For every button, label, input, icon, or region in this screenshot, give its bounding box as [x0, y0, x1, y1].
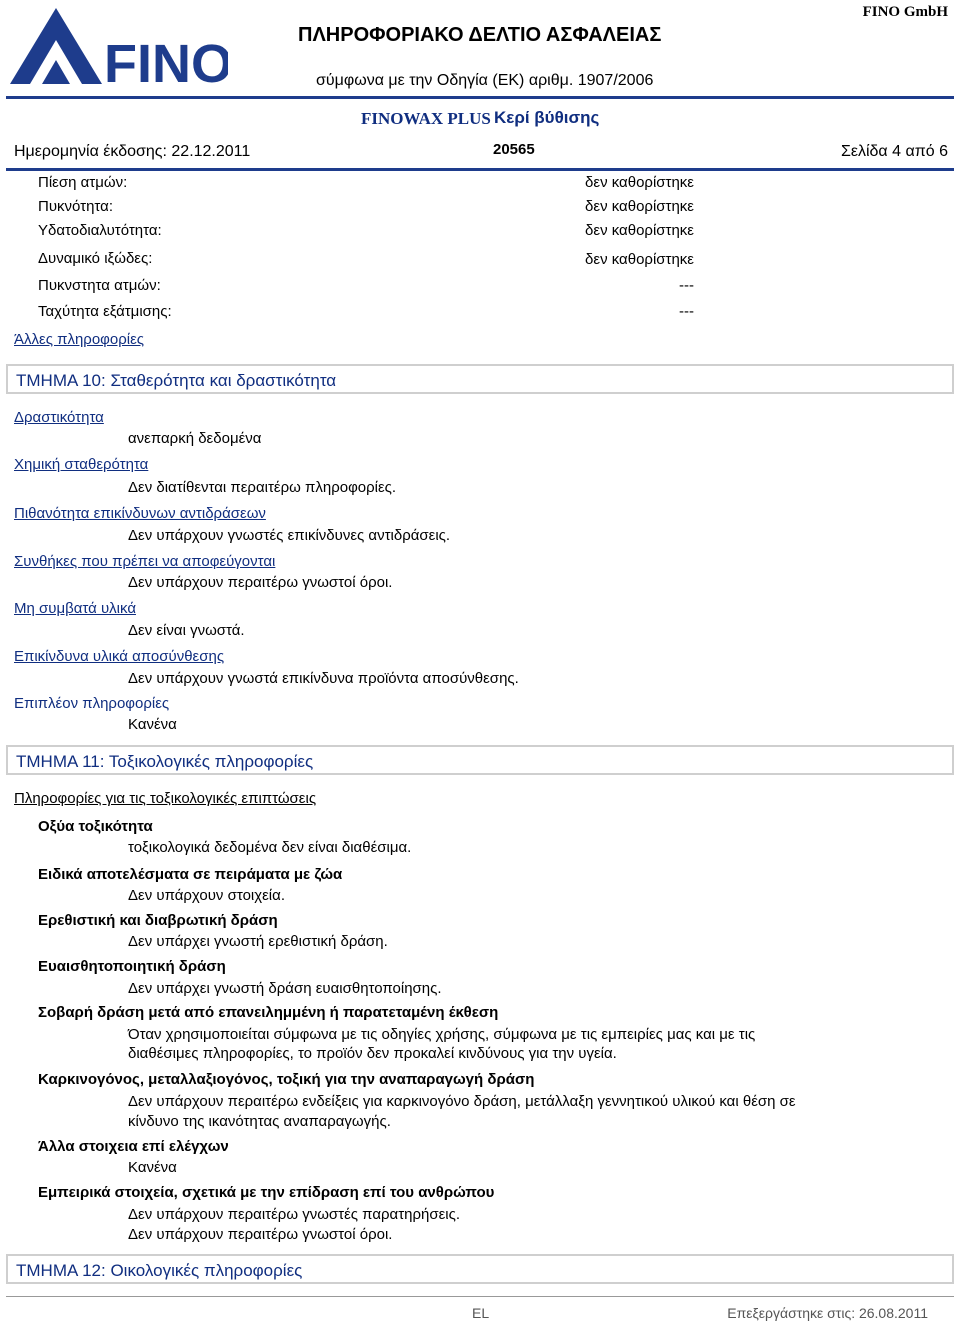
property-label: Ταχύτητα εξάτμισης:: [38, 303, 172, 320]
sensitization-heading: Ευαισθητοποιητική δράση: [38, 958, 226, 975]
reactivity-text: ανεπαρκή δεδομένα: [128, 430, 262, 447]
hazardous-reactions-heading: Πιθανότητα επικίνδυνων αντιδράσεων: [14, 505, 266, 522]
acute-toxicity-heading: Οξύα τοξικότητα: [38, 818, 153, 835]
animal-tests-heading: Ειδικά αποτελέσματα σε πειράματα με ζώα: [38, 866, 343, 883]
conditions-to-avoid-text: Δεν υπάρχουν περαιτέρω γνωστοί όροι.: [128, 574, 393, 591]
decomposition-products-heading: Επικίνδυνα υλικά αποσύνθεσης: [14, 648, 225, 665]
section-10-header: [6, 364, 954, 394]
human-experience-heading: Εμπειρικά στοιχεία, σχετικά με την επίδραση επί του ανθρώπου: [38, 1184, 495, 1201]
reactivity-heading: Δραστικότητα: [14, 409, 104, 426]
human-experience-text-line-2: Δεν υπάρχουν περαιτέρω γνωστοί όροι.: [128, 1226, 393, 1243]
animal-tests-text: Δεν υπάρχουν στοιχεία.: [128, 887, 285, 904]
header-divider-bottom: [6, 168, 954, 171]
human-experience-text-line-1: Δεν υπάρχουν περαιτέρω γνωστές παρατηρήσεις.: [128, 1206, 461, 1223]
cmr-heading: Καρκινογόνος, μεταλλαξιογόνος, τοξική για την αναπαραγωγή δράση: [38, 1071, 535, 1088]
issue-date: Ημερομηνία έκδοσης: 22.12.2011: [14, 143, 251, 160]
section-12-header: [6, 1254, 954, 1284]
additional-info-text: Κανένα: [128, 716, 177, 733]
footer-language: EL: [472, 1305, 490, 1321]
cmr-text-line-2: κίνδυνο της ικανότητας αναπαραγωγής.: [128, 1113, 391, 1130]
property-value: δεν καθορίστηκε: [585, 251, 694, 268]
property-value: δεν καθορίστηκε: [585, 222, 694, 239]
incompatible-materials-heading: Μη συμβατά υλικά: [14, 600, 136, 617]
chemical-stability-heading: Χημική σταθερότητα: [14, 456, 149, 473]
other-info-heading: Άλλες πληροφορίες: [14, 331, 145, 348]
property-label: Πίεση ατμών:: [38, 174, 128, 191]
conditions-to-avoid-heading: Συνθήκες που πρέπει να αποφεύγονται: [14, 553, 276, 570]
toxicological-effects-heading: Πληροφορίες για τις τοξικολογικές επιπτώσεις: [14, 790, 317, 807]
property-label: Δυναμικό ιξώδες:: [38, 250, 153, 267]
footer-divider: [6, 1296, 954, 1297]
logo-text: FINO: [104, 34, 228, 88]
repeated-exposure-heading: Σοβαρή δράση μετά από επανειλημμένη ή παρατεταμένη έκθεση: [38, 1004, 499, 1021]
decomposition-products-text: Δεν υπάρχουν γνωστά επικίνδυνα προϊόντα αποσύνθεσης.: [128, 670, 519, 687]
hazardous-reactions-text: Δεν υπάρχουν γνωστές επικίνδυνες αντιδράσεις.: [128, 527, 451, 544]
property-value: ---: [679, 277, 694, 294]
additional-info-heading: Επιπλέον πληροφορίες: [14, 695, 170, 712]
section-11-title: ΤΜΗΜΑ 11: Τοξικολογικές πληροφορίες: [16, 752, 314, 771]
product-name: Κερί βύθισης: [494, 108, 600, 127]
page-number: Σελίδα 4 από 6: [840, 143, 948, 160]
section-10-title: ΤΜΗΜΑ 10: Σταθερότητα και δραστικότητα: [16, 371, 337, 390]
property-value: δεν καθορίστηκε: [585, 174, 694, 191]
product-brand: FINOWAX PLUS: [361, 109, 491, 128]
chemical-stability-text: Δεν διατίθενται περαιτέρω πληροφορίες.: [128, 479, 397, 496]
other-tests-text: Κανένα: [128, 1159, 177, 1176]
section-12-title: ΤΜΗΜΑ 12: Οικολογικές πληροφορίες: [16, 1261, 303, 1280]
irritation-text: Δεν υπάρχει γνωστή ερεθιστική δράση.: [128, 933, 388, 950]
cmr-text-line-1: Δεν υπάρχουν περαιτέρω ενδείξεις για καρκινογόνο δράση, μετάλλαξη γεννητικού υλικού και θέση σε: [128, 1093, 796, 1110]
property-value: δεν καθορίστηκε: [585, 198, 694, 215]
property-label: Πυκνότητα:: [38, 198, 113, 215]
sensitization-text: Δεν υπάρχει γνωστή δράση ευαισθητοποίησης.: [128, 980, 442, 997]
document-number: 20565: [493, 141, 535, 158]
property-label: Πυκνστητα ατμών:: [38, 277, 161, 294]
property-label: Υδατοδιαλυτότητα:: [38, 222, 162, 239]
header-divider-top: [6, 96, 954, 99]
repeated-exposure-text-line-1: Όταν χρησιμοποιείται σύμφωνα με τις οδηγίες χρήσης, σύμφωνα με τις εμπειρίες μας και με τις: [128, 1026, 756, 1043]
company-logo: [6, 4, 228, 88]
other-tests-heading: Άλλα στοιχεια επί ελέγχων: [38, 1138, 229, 1155]
section-11-header: [6, 745, 954, 775]
acute-toxicity-text: τοξικολογικά δεδομένα δεν είναι διαθέσιμα.: [128, 839, 412, 856]
document-subtitle: σύμφωνα με την Οδηγία (ΕΚ) αριθμ. 1907/2006: [316, 72, 654, 89]
incompatible-materials-text: Δεν είναι γνωστά.: [128, 622, 245, 639]
irritation-heading: Ερεθιστική και διαβρωτική δράση: [38, 912, 278, 929]
repeated-exposure-text-line-2: διαθέσιμες πληροφορίες, το προϊόν δεν προκαλεί κινδύνους για την υγεία.: [128, 1045, 617, 1062]
property-value: ---: [679, 303, 694, 320]
document-title: ΠΛΗΡΟΦΟΡΙΑΚΟ ΔΕΛΤΙΟ ΑΣΦΑΛΕΙΑΣ: [298, 24, 662, 46]
footer-processed-date: Επεξεργάστηκε στις: 26.08.2011: [727, 1305, 928, 1321]
company-name: FINO GmbH: [862, 4, 948, 20]
